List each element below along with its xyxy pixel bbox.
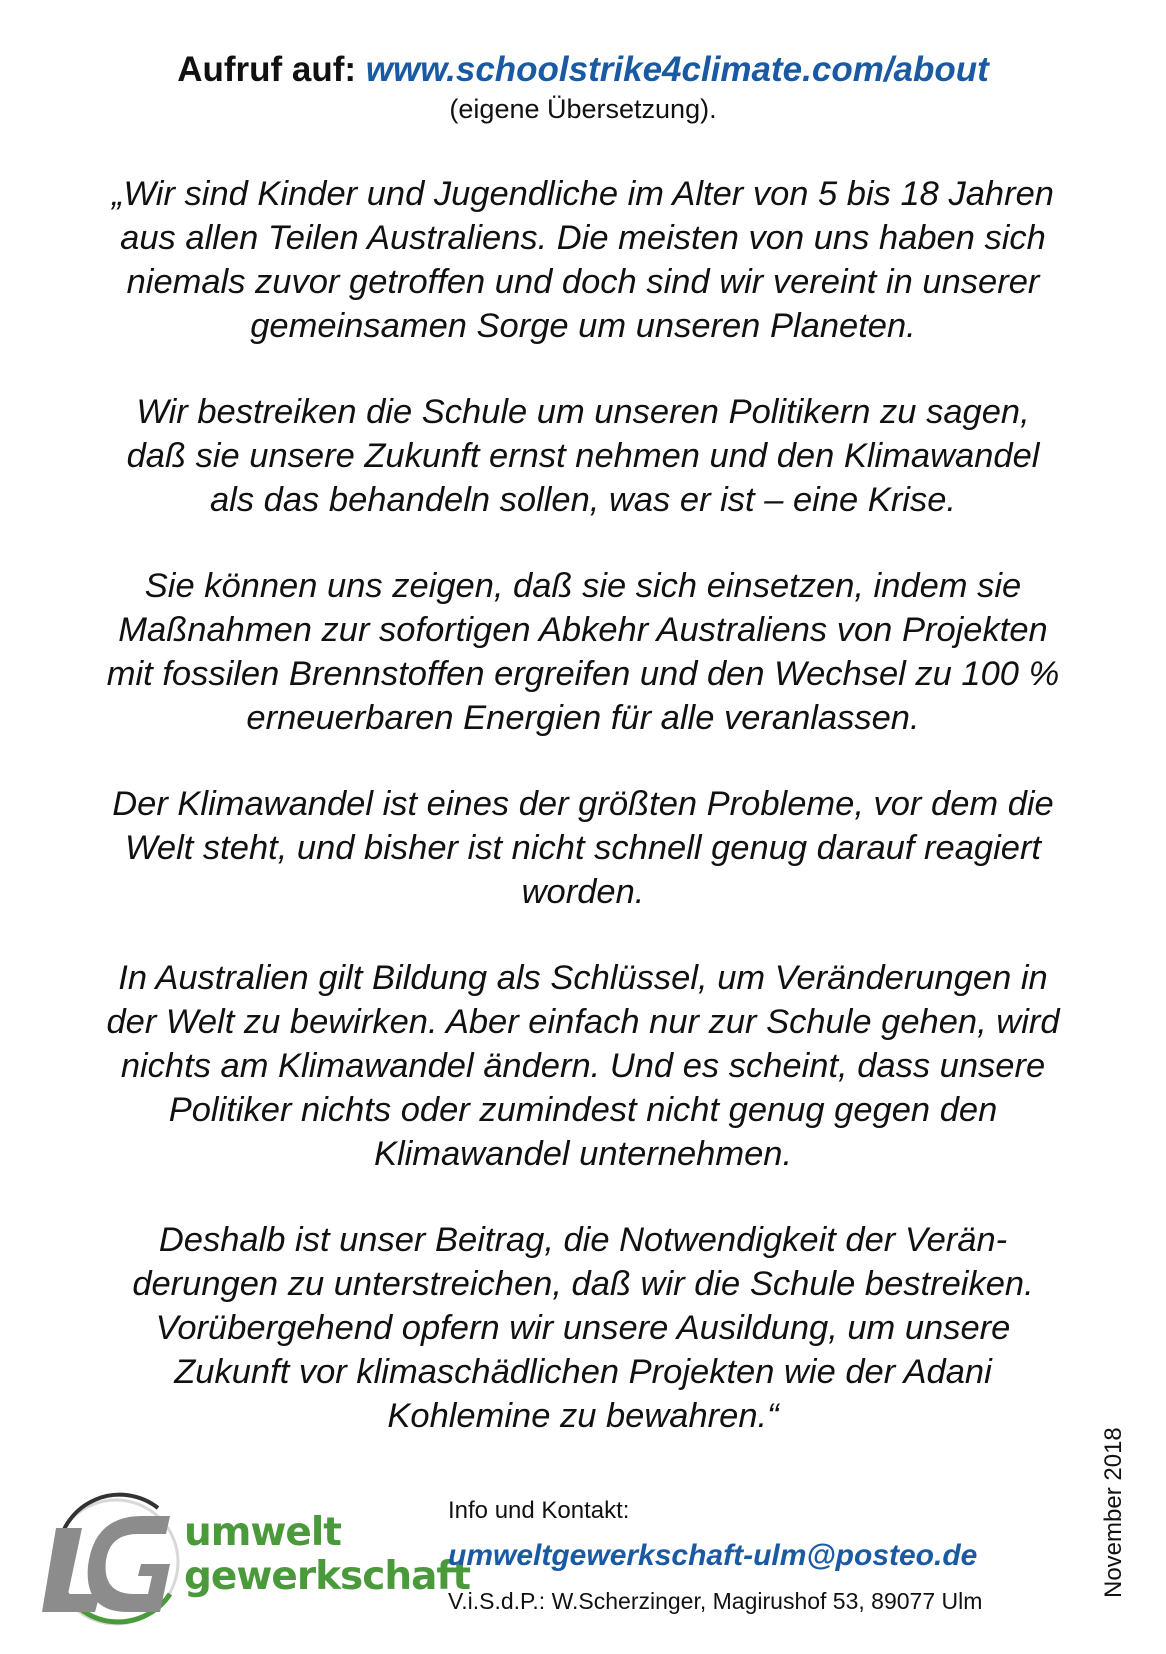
text-line: gemeinsamen Sorge um unseren Planeten. xyxy=(250,307,916,345)
text-line: Sie können uns zeigen, daß sie sich einsetzen, indem sie xyxy=(144,567,1022,605)
text-line: nichts am Klimawandel ändern. Und es scheint, dass unsere xyxy=(120,1047,1046,1085)
text-line: Wir bestreiken die Schule um unseren Politikern zu sagen, xyxy=(136,393,1030,431)
logo-text-umwelt: umwelt xyxy=(184,1510,341,1555)
paragraph-1 xyxy=(30,172,1136,348)
visdp-line: V.i.S.d.P.: W.Scherzinger, Magirushof 53, 89077 Ulm xyxy=(448,1588,983,1614)
text-line: derungen zu unterstreichen, daß wir die Schule bestreiken. xyxy=(132,1265,1034,1303)
text-line: In Australien gilt Bildung als Schlüssel, um Veränderungen in xyxy=(118,959,1048,997)
text-line: niemals zuvor getroffen und doch sind wir vereint in unserer xyxy=(126,263,1040,301)
text-line: Deshalb ist unser Beitrag, die Notwendigkeit der Verän- xyxy=(158,1221,1008,1259)
text-line: Welt steht, und bisher ist nicht schnell genug darauf reagiert xyxy=(124,829,1042,867)
contact-email-link[interactable]: umweltgewerkschaft-ulm@posteo.de xyxy=(448,1539,978,1572)
text-line: Der Klimawandel ist eines der größten Probleme, vor dem die xyxy=(112,785,1054,823)
text-line: Politiker nichts oder zumindest nicht genug gegen den xyxy=(168,1091,998,1129)
header-note: (eigene Übersetzung). xyxy=(449,94,717,124)
ug-logo-icon xyxy=(38,1490,208,1630)
contact-block xyxy=(448,1495,1048,1617)
header-url-link[interactable]: www.schoolstrike4climate.com/about xyxy=(365,50,989,89)
quote-body xyxy=(30,172,1136,1480)
text-line: worden. xyxy=(521,873,645,911)
date-label: November 2018 xyxy=(1100,1427,1127,1598)
paragraph-6 xyxy=(30,1218,1136,1438)
text-line: Zukunft vor klimaschädlichen Projekten wie der Adani xyxy=(174,1353,992,1391)
header-line xyxy=(0,48,1166,92)
contact-label: Info und Kontakt: xyxy=(448,1497,630,1524)
text-line: der Welt zu bewirken. Aber einfach nur zur Schule gehen, wird xyxy=(106,1003,1060,1041)
text-line: Klimawandel unternehmen. xyxy=(373,1135,793,1173)
text-line: Maßnahmen zur sofortigen Abkehr Australiens von Projekten xyxy=(118,611,1048,649)
header-label: Aufruf auf: xyxy=(177,50,366,89)
logo-text-gewerkschaft: gewerkschaft xyxy=(184,1554,471,1599)
paragraph-3 xyxy=(30,564,1136,740)
header xyxy=(0,48,1166,126)
text-line: als das behandeln sollen, was er ist – eine Krise. xyxy=(209,481,956,519)
text-line: aus allen Teilen Australiens. Die meisten von uns haben sich xyxy=(120,219,1046,257)
text-line: Kohlemine zu bewahren.“ xyxy=(387,1397,779,1435)
text-line: mit fossilen Brennstoffen ergreifen und den Wechsel zu 100 % xyxy=(106,655,1060,693)
paragraph-2 xyxy=(30,390,1136,522)
text-line: Vorübergehend opfern wir unsere Ausildung, um unsere xyxy=(155,1309,1011,1347)
text-line: „Wir sind Kinder und Jugendliche im Alter von 5 bis 18 Jahren xyxy=(112,175,1054,213)
umweltgewerkschaft-logo xyxy=(38,1490,471,1630)
paragraph-5 xyxy=(30,956,1136,1176)
text-line: erneuerbaren Energien für alle veranlassen. xyxy=(246,699,920,737)
paragraph-4 xyxy=(30,782,1136,914)
text-line: daß sie unsere Zukunft ernst nehmen und den Klimawandel xyxy=(126,437,1040,475)
